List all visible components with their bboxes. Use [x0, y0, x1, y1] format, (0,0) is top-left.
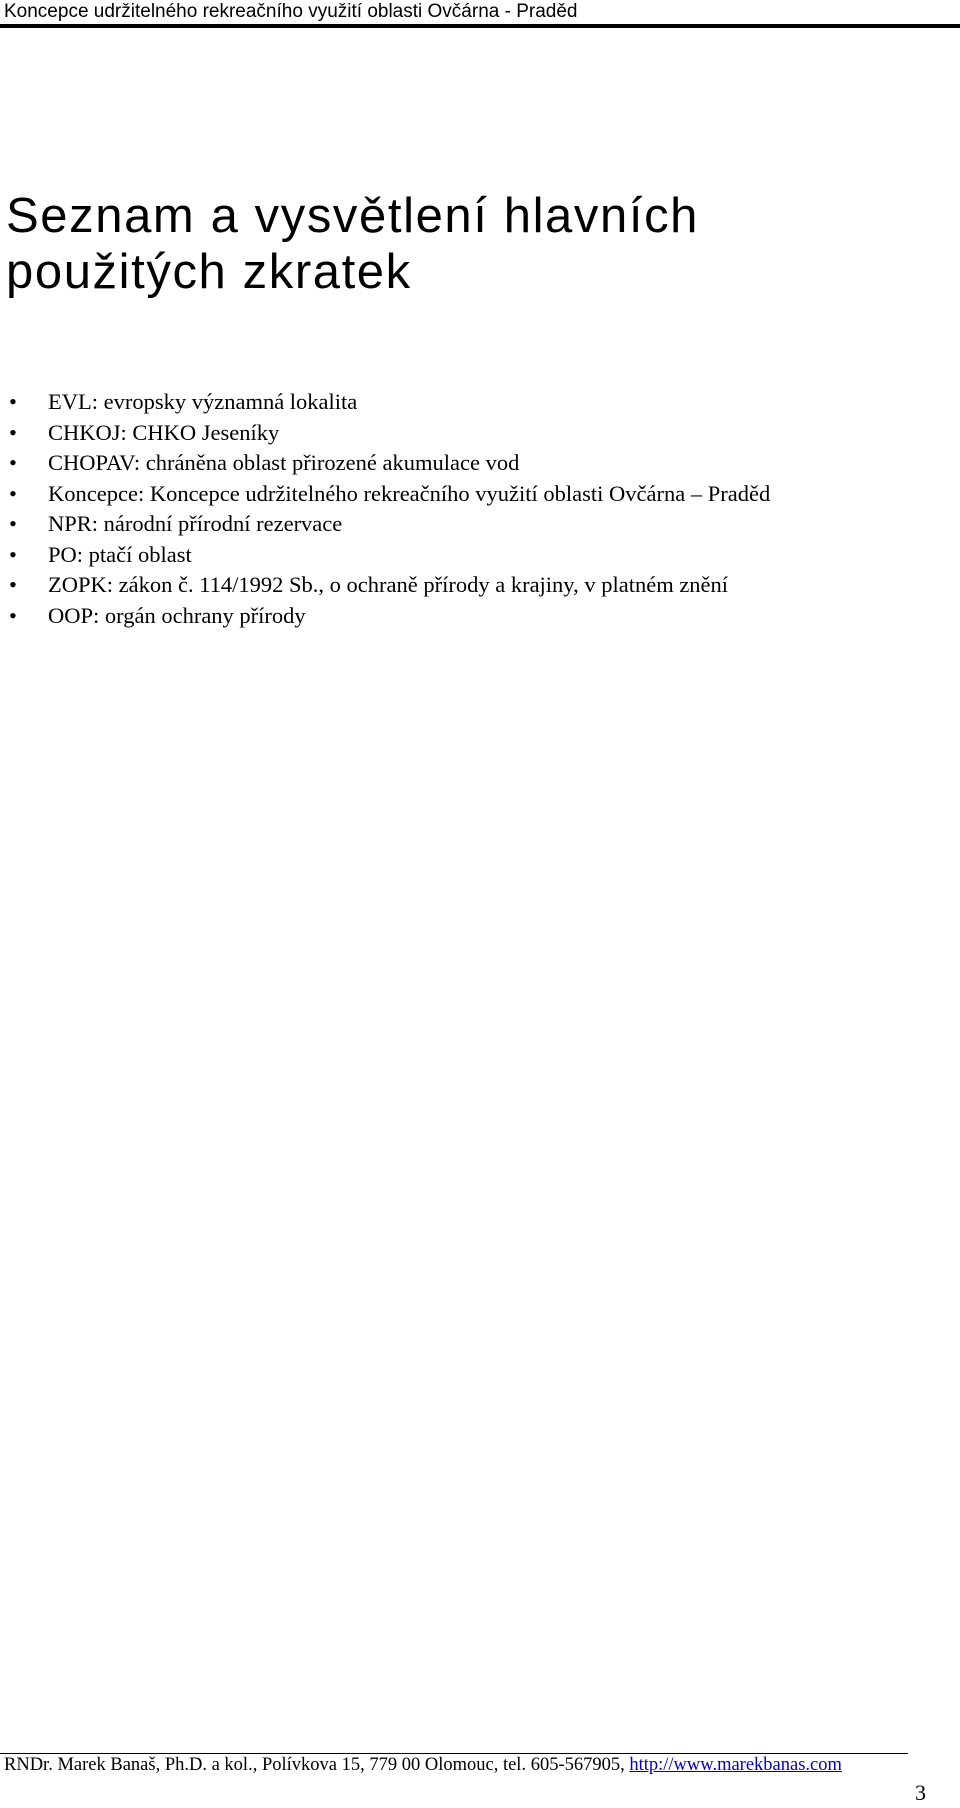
list-item-text: CHKOJ: CHKO Jeseníky: [48, 419, 280, 445]
list-item: [0, 448, 770, 479]
list-item-text: CHOPAV: chráněna oblast přirozené akumulace vod: [48, 450, 520, 475]
section-heading-line-1: Seznam a vysvětlení hlavních: [6, 189, 700, 243]
list-item: [0, 479, 770, 510]
list-item: [0, 509, 770, 540]
bullet-icon: •: [9, 541, 17, 567]
abbreviation-list: [0, 387, 770, 631]
list-item: [0, 418, 770, 449]
section-heading-line-2: použitých zkratek: [6, 245, 412, 299]
bullet-icon: •: [9, 389, 17, 414]
document-title: Koncepce udržitelného rekreačního využití oblasti Ovčárna - Praděd: [4, 1, 578, 22]
bullet-icon: •: [9, 511, 17, 536]
list-item: [0, 601, 770, 632]
list-item-text: OOP: orgán ochrany přírody: [48, 602, 306, 628]
bullet-icon: •: [9, 602, 17, 628]
footer-text: RNDr. Marek Banaš, Ph.D. a kol., Polívkova 15, 779 00 Olomouc, tel. 605-567905,: [4, 1755, 630, 1775]
bullet-icon: •: [9, 572, 17, 597]
bullet-icon: •: [9, 419, 17, 445]
list-item-text: NPR: národní přírodní rezervace: [48, 511, 343, 536]
bullet-icon: •: [9, 480, 17, 506]
list-item: [0, 387, 770, 418]
page-header: [0, 0, 960, 28]
page-footer: [4, 1754, 842, 1776]
page-number: 3: [915, 1780, 926, 1805]
list-item-text: Koncepce: Koncepce udržitelného rekreačního využití oblasti Ovčárna – Praděd: [48, 480, 771, 506]
list-item-text: PO: ptačí oblast: [48, 541, 192, 567]
list-item: [0, 570, 770, 601]
list-item-text: EVL: evropsky významná lokalita: [48, 389, 358, 414]
footer-website-link[interactable]: http://www.marekbanas.com: [629, 1755, 842, 1775]
list-item: [0, 540, 770, 571]
section-heading: [6, 188, 946, 300]
bullet-icon: •: [9, 450, 17, 475]
list-item-text: ZOPK: zákon č. 114/1992 Sb., o ochraně přírody a krajiny, v platném znění: [48, 572, 729, 597]
